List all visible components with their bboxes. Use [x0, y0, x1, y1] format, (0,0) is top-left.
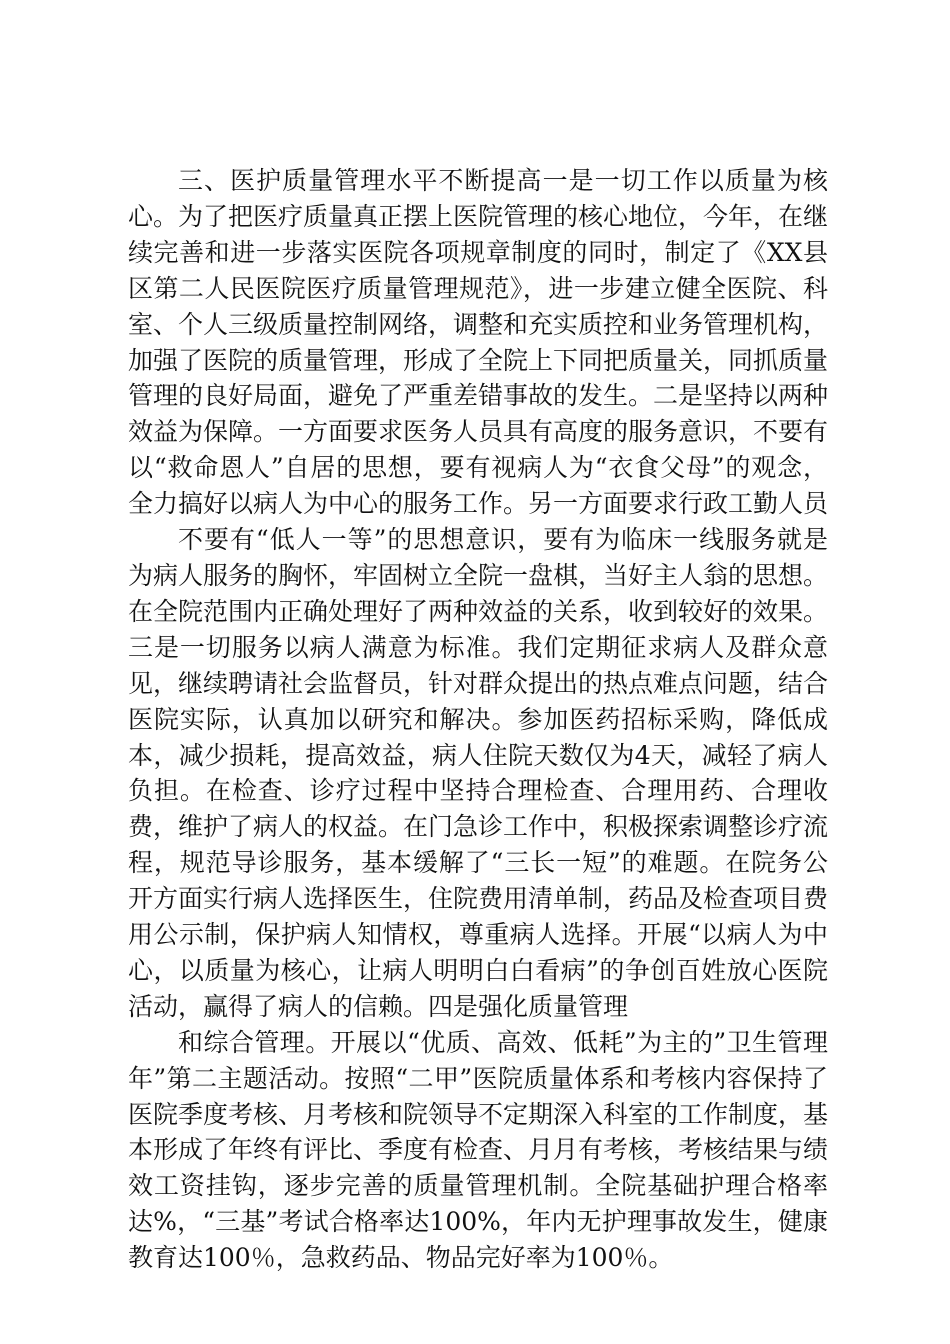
- document-body: [128, 163, 828, 1276]
- paragraph-3: 和综合管理。开展以“优质、高效、低耗”为主的”卫生管理年”第二主题活动。按照“二甲”医院质量体系和考核内容保持了医院季度考核、月考核和院领导不定期深入科室的工作制度，基本形成了年终有评比、季度有检查、月月有考核，考核结果与绩效工资挂钩，逐步完善的质量管理机制。全院基础护理合格率达%，“三基”考试合格率达100%，年内无护理事故发生，健康教育达100％，急救药品、物品完好率为100％。: [128, 1027, 829, 1273]
- paragraph-1: 三、医护质量管理水平不断提高一是一切工作以质量为核心。为了把医疗质量真正摆上医院管理的核心地位，今年，在继续完善和进一步落实医院各项规章制度的同时，制定了《XX县区第二人民医院医疗质量管理规范》，进一步建立健全医院、科室、个人三级质量控制网络，调整和充实质控和业务管理机构，加强了医院的质量管理，形成了全院上下同把质量关，同抓质量管理的良好局面，避免了严重差错事故的发生。二是坚持以两种效益为保障。一方面要求医务人员具有高度的服务意识，不要有以“救命恩人”自居的思想，要有视病人为“衣食父母”的观念，全力搞好以病人为中心的服务工作。另一方面要求行政工勤人员: [128, 166, 829, 519]
- paragraph-2: 不要有“低人一等”的思想意识，要有为临床一线服务就是为病人服务的胸怀，牢固树立全院一盘棋，当好主人翁的思想。在全院范围内正确处理好了两种效益的关系，收到较好的效果。三是一切服务以病人满意为标准。我们定期征求病人及群众意见，继续聘请社会监督员，针对群众提出的热点难点问题，结合医院实际，认真加以研究和解决。参加医药招标采购，降低成本，减少损耗，提高效益，病人住院天数仅为4天，减轻了病人负担。在检查、诊疗过程中坚持合理检查、合理用药、合理收费，维护了病人的权益。在门急诊工作中，积极探索调整诊疗流程，规范导诊服务，基本缓解了“三长一短”的难题。在院务公开方面实行病人选择医生，住院费用清单制，药品及检查项目费用公示制，保护病人知情权，尊重病人选择。开展“以病人为中心，以质量为核心，让病人明明白白看病”的争创百姓放心医院活动，赢得了病人的信赖。四是强化质量管理: [128, 525, 829, 1021]
